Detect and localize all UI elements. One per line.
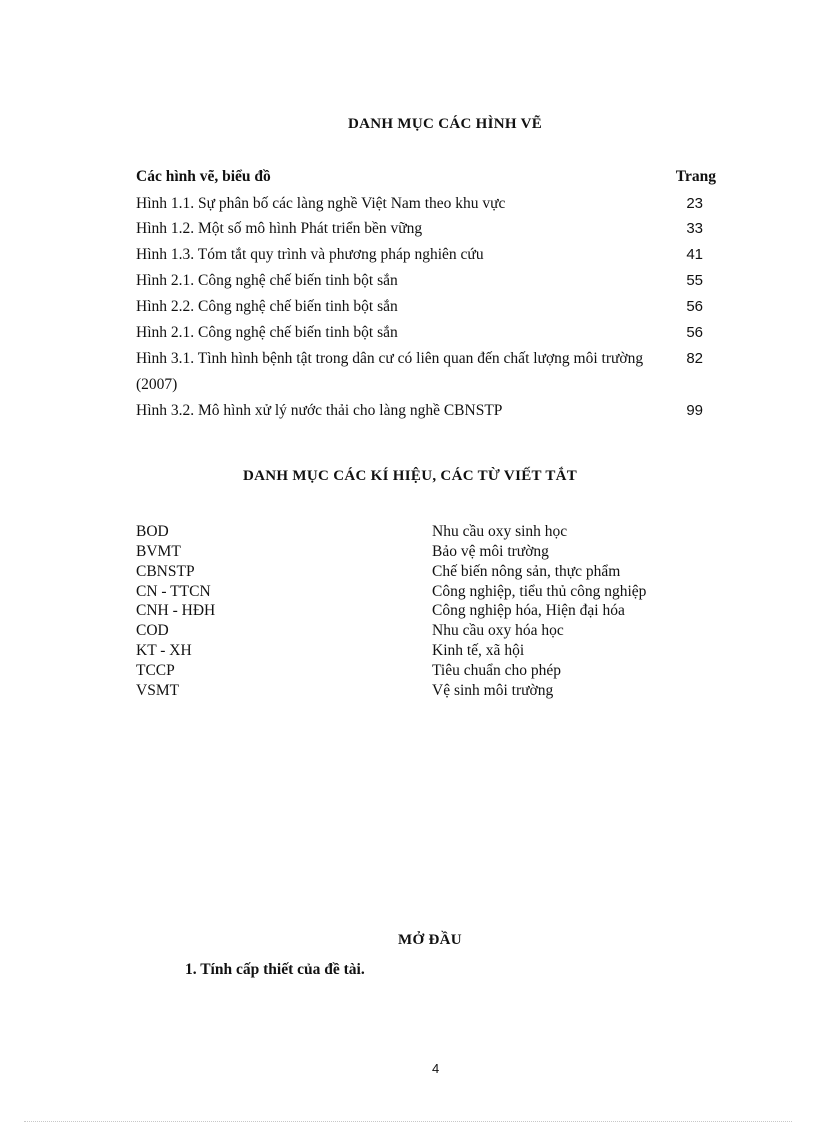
abbreviation-meaning: Vệ sinh môi trường [432, 682, 554, 699]
figure-entry-label: Hình 2.2. Công nghệ chế biến tinh bột sắn [136, 298, 398, 315]
abbreviation-meaning: Bảo vệ môi trường [432, 543, 549, 560]
abbreviation-meaning: Nhu cầu oxy sinh học [432, 523, 568, 540]
figures-table-header [136, 168, 716, 188]
abbreviation-code: BVMT [136, 543, 181, 560]
figure-entry-page: 56 [686, 324, 703, 341]
intro-title: MỞ ĐẦU [398, 932, 462, 948]
abbreviation-entry [136, 642, 696, 662]
figure-entry [136, 191, 703, 217]
figure-entry-label: Hình 2.1. Công nghệ chế biến tinh bột sắn [136, 324, 398, 341]
figure-entry [136, 398, 703, 424]
intro-subheading: 1. Tính cấp thiết của đề tài. [185, 961, 365, 978]
abbreviation-entry [136, 622, 696, 642]
figure-entry-page: 55 [686, 272, 703, 289]
abbreviation-code: CNH - HĐH [136, 602, 216, 619]
abbreviation-entry [136, 523, 696, 543]
abbreviation-code: KT - XH [136, 642, 192, 659]
page-number: 4 [432, 1061, 440, 1076]
abbreviation-code: CBNSTP [136, 563, 195, 580]
abbreviation-entry [136, 602, 696, 622]
figures-section-title: DANH MỤC CÁC HÌNH VẼ [348, 116, 543, 132]
abbreviation-code: VSMT [136, 682, 180, 699]
figure-entry-page: 56 [686, 298, 703, 315]
figure-entry [136, 268, 703, 294]
abbreviation-meaning: Công nghiệp hóa, Hiện đại hóa [432, 602, 625, 619]
abbreviation-meaning: Nhu cầu oxy hóa học [432, 622, 564, 639]
figure-entry [136, 242, 703, 268]
abbreviation-entry [136, 682, 696, 702]
figure-entry [136, 346, 703, 397]
figure-entry-page: 82 [686, 350, 703, 367]
figure-entry [136, 216, 703, 242]
figures-page-column-label: Trang [675, 168, 716, 185]
abbreviation-meaning: Công nghiệp, tiểu thủ công nghiệp [432, 583, 647, 600]
figure-entry-label: Hình 1.3. Tóm tắt quy trình và phương pháp nghiên cứu [136, 246, 484, 263]
figure-entry-label: Hình 2.1. Công nghệ chế biến tinh bột sắn [136, 272, 398, 289]
abbreviation-code: TCCP [136, 662, 175, 679]
figures-column-label: Các hình vẽ, biểu đồ [136, 168, 271, 185]
abbreviation-code: BOD [136, 523, 169, 540]
figure-entry-label: Hình 1.2. Một số mô hình Phát triển bền vững [136, 220, 423, 237]
figure-entry-page: 99 [686, 402, 703, 419]
abbreviation-code: COD [136, 622, 169, 639]
abbreviation-entry [136, 583, 696, 603]
figure-entry-label: Hình 3.2. Mô hình xử lý nước thải cho làng nghề CBNSTP [136, 402, 503, 419]
figure-entry-page: 33 [686, 220, 703, 237]
abbreviation-entry [136, 543, 696, 563]
abbreviation-meaning: Chế biến nông sản, thực phẩm [432, 563, 621, 580]
abbreviation-code: CN - TTCN [136, 583, 211, 600]
figure-entry-label: Hình 3.1. Tình hình bệnh tật trong dân cư có liên quan đến chất lượng môi trường (2007) [136, 350, 644, 393]
figure-entry [136, 294, 703, 320]
figure-entry-page: 23 [686, 195, 703, 212]
abbreviation-entry [136, 662, 696, 682]
abbreviation-meaning: Tiêu chuẩn cho phép [432, 662, 562, 679]
abbreviation-meaning: Kinh tế, xã hội [432, 642, 525, 659]
abbreviations-section-title: DANH MỤC CÁC KÍ HIỆU, CÁC TỪ VIẾT TẮT [243, 468, 578, 484]
page-bottom-divider [24, 1121, 792, 1122]
abbreviation-entry [136, 563, 696, 583]
figure-entry [136, 320, 703, 346]
figure-entry-label: Hình 1.1. Sự phân bố các làng nghề Việt Nam theo khu vực [136, 195, 506, 212]
figure-entry-page: 41 [686, 246, 703, 263]
